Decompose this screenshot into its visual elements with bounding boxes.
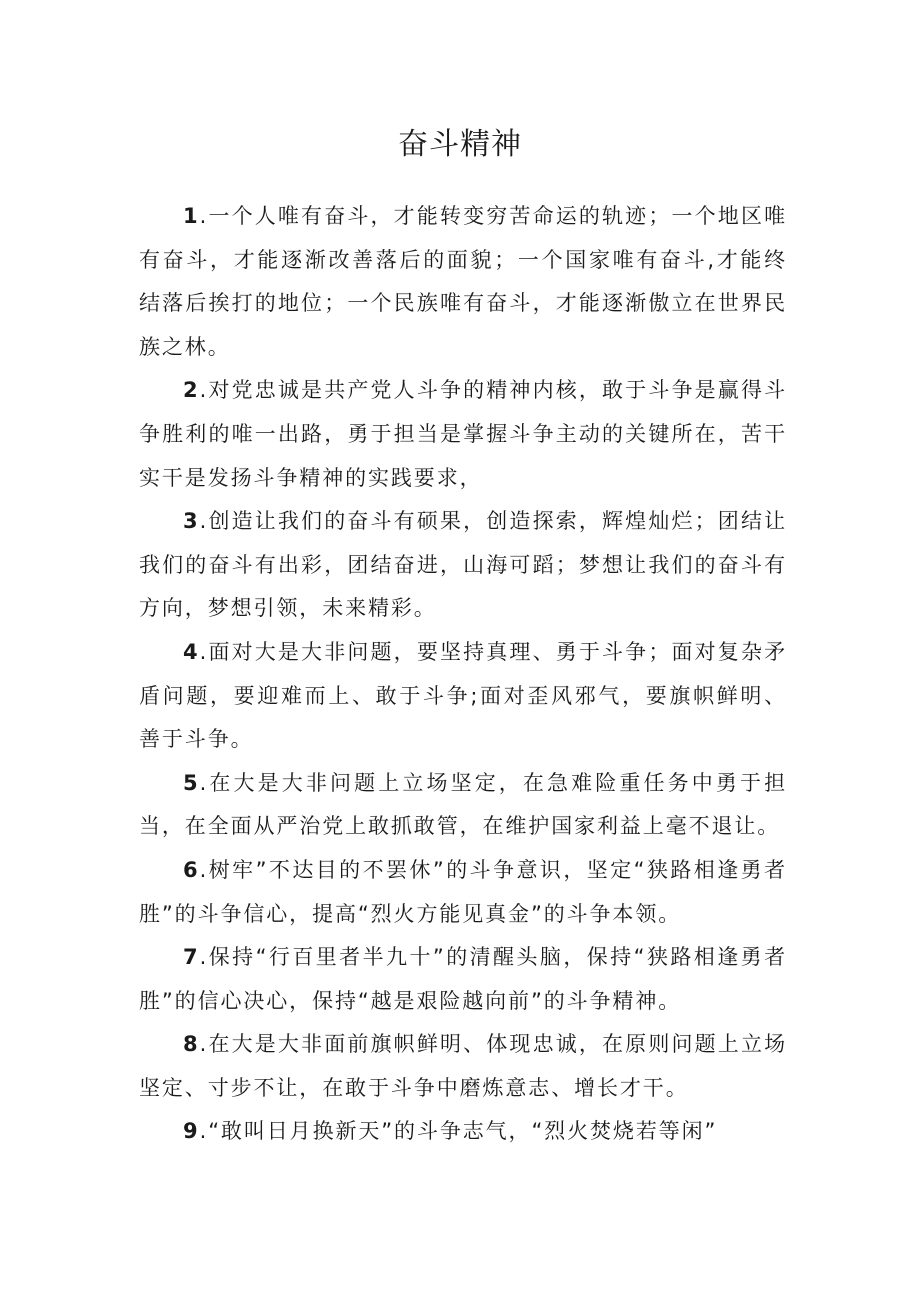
paragraph-text: .在大是大非问题上立场坚定，在急难险重任务中勇于担当，在全面从严治党上敢抓敢管，在维护国家利益上毫不退让。 xyxy=(139,770,787,839)
paragraph-number: 6 xyxy=(183,857,198,882)
paragraph-text: .树牢”不达目的不罢休”的斗争意识，坚定“狭路相逢勇者胜”的斗争信心，提高“烈火方能见真金”的斗争本领。 xyxy=(139,857,787,926)
paragraph-7 xyxy=(139,936,787,1023)
paragraph-text: .创造让我们的奋斗有硕果，创造探索，辉煌灿烂；团结让我们的奋斗有出彩，团结奋进，山海可蹈；梦想让我们的奋斗有方向，梦想引领，未来精彩。 xyxy=(139,509,787,621)
paragraph-text: .“敢叫日月换新天”的斗争志气，“烈火焚烧若等闲” xyxy=(199,1119,718,1144)
paragraph-9 xyxy=(139,1110,787,1154)
paragraph-4 xyxy=(139,631,787,762)
paragraph-text: .一个人唯有奋斗，才能转变穷苦命运的轨迹；一个地区唯有奋斗，才能逐渐改善落后的面貌；一个国家唯有奋斗,才能终结落后挨打的地位；一个民族唯有奋斗，才能逐渐傲立在世界民族之林。 xyxy=(139,204,787,359)
paragraph-number: 8 xyxy=(183,1032,198,1057)
paragraph-text: .面对大是大非问题，要坚持真理、勇于斗争；面对复杂矛盾问题，要迎难而上、敢于斗争;面对歪风邪气，要旗帜鲜明、善于斗争。 xyxy=(139,639,787,752)
paragraph-text: .在大是大非面前旗帜鲜明、体现忠诚，在原则问题上立场坚定、寸步不让，在敢于斗争中磨炼意志、增长才干。 xyxy=(139,1032,787,1100)
document-title: 奋斗精神 xyxy=(398,127,522,162)
paragraph-number: 5 xyxy=(183,770,198,795)
document-body xyxy=(139,195,787,1154)
paragraph-number: 2 xyxy=(183,378,198,403)
paragraph-2 xyxy=(139,369,787,500)
paragraph-text: .对党忠诚是共产党人斗争的精神内核，敢于斗争是赢得斗争胜利的唯一出路，勇于担当是掌握斗争主动的关键所在，苦干实干是发扬斗争精神的实践要求， xyxy=(139,378,787,490)
paragraph-number: 7 xyxy=(183,945,198,970)
paragraph-number: 9 xyxy=(183,1119,198,1144)
paragraph-3 xyxy=(139,500,787,631)
paragraph-8 xyxy=(139,1023,787,1110)
paragraph-text: .保持“行百里者半九十”的清醒头脑，保持“狭路相逢勇者胜”的信心决心，保持“越是艰险越向前”的斗争精神。 xyxy=(139,945,787,1013)
paragraph-number: 4 xyxy=(183,639,198,664)
paragraph-1 xyxy=(139,195,787,369)
paragraph-number: 3 xyxy=(183,509,198,534)
paragraph-5 xyxy=(139,762,787,849)
paragraph-number: 1 xyxy=(183,204,198,228)
paragraph-6 xyxy=(139,849,787,936)
